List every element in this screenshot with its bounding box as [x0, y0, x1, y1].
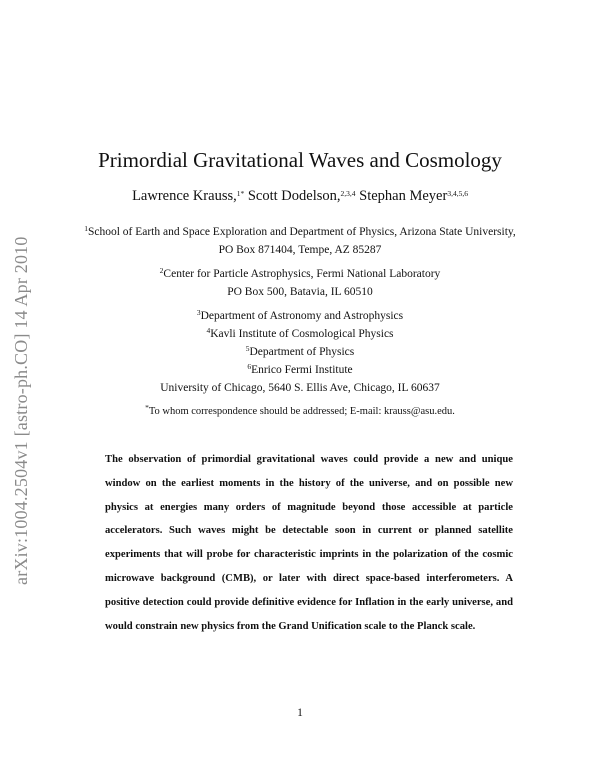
correspondence-text: To whom correspondence should be addressed; E-mail: krauss@asu.edu.: [148, 406, 455, 417]
affiliation-line: Department of Physics: [249, 346, 355, 358]
university-address: University of Chicago, 5640 S. Ellis Ave, Chicago, IL 60637: [160, 382, 440, 394]
affiliation-1: [0, 223, 600, 259]
author-name: Lawrence Krauss,: [132, 188, 237, 204]
affiliation-mark: 2: [159, 266, 164, 275]
affiliation-chicago-group: [0, 307, 600, 397]
affiliation-mark: 5: [245, 344, 250, 353]
affiliation-mark: 6: [247, 362, 252, 371]
affiliation-2: [0, 265, 600, 301]
arxiv-identifier-stamp: arXiv:1004.2504v1 [astro-ph.CO] 14 Apr 2010: [11, 236, 31, 585]
affiliation-line: Kavli Institute of Cosmological Physics: [210, 328, 394, 340]
affiliation-line: Department of Astronomy and Astrophysics: [200, 310, 404, 322]
affiliation-mark: 1: [84, 224, 88, 233]
correspondence-note: [0, 404, 600, 420]
author-list: [0, 186, 600, 206]
affiliation-3: [0, 307, 600, 325]
affiliation-mark: 4: [206, 326, 211, 335]
affiliation-4: [0, 325, 600, 343]
author-name: Stephan Meyer: [359, 188, 448, 204]
author-affiliation-mark: 3,4,5,6: [447, 189, 468, 198]
affiliation-6: [0, 361, 600, 379]
affiliation-mark: 3: [196, 308, 201, 317]
paper-title: Primordial Gravitational Waves and Cosmology: [98, 148, 502, 172]
page-number: 1: [297, 707, 303, 719]
abstract: The observation of primordial gravitational waves could provide a new and unique window on the earliest moments in the history of the universe, and on possible new physics at energies many orders of magnitude beyond those accessible at particle accelerators. Such waves might be detectable soon in current or planned satellite experiments that will probe for characteristic imprints in the polarization of the cosmic microwave background (CMB), or later with direct space-based interferometers. A positive detection could provide definitive evidence for Inflation in the early universe, and would constrain new physics from the Grand Unification scale to the Planck scale.: [105, 454, 513, 632]
affiliation-line: PO Box 871404, Tempe, AZ 85287: [218, 244, 382, 256]
affiliation-5: [0, 343, 600, 361]
affiliation-line: PO Box 500, Batavia, IL 60510: [227, 286, 373, 298]
affiliation-line: Enrico Fermi Institute: [251, 364, 353, 376]
author-affiliation-mark: 1*: [236, 189, 245, 198]
author-affiliation-mark: 2,3,4: [340, 189, 356, 198]
affiliation-line: Center for Particle Astrophysics, Fermi National Laboratory: [163, 268, 441, 280]
author-name: Scott Dodelson,: [247, 188, 341, 204]
affiliation-line: School of Earth and Space Exploration and Department of Physics, Arizona State University,: [87, 226, 516, 238]
correspondence-mark: *: [145, 403, 149, 412]
